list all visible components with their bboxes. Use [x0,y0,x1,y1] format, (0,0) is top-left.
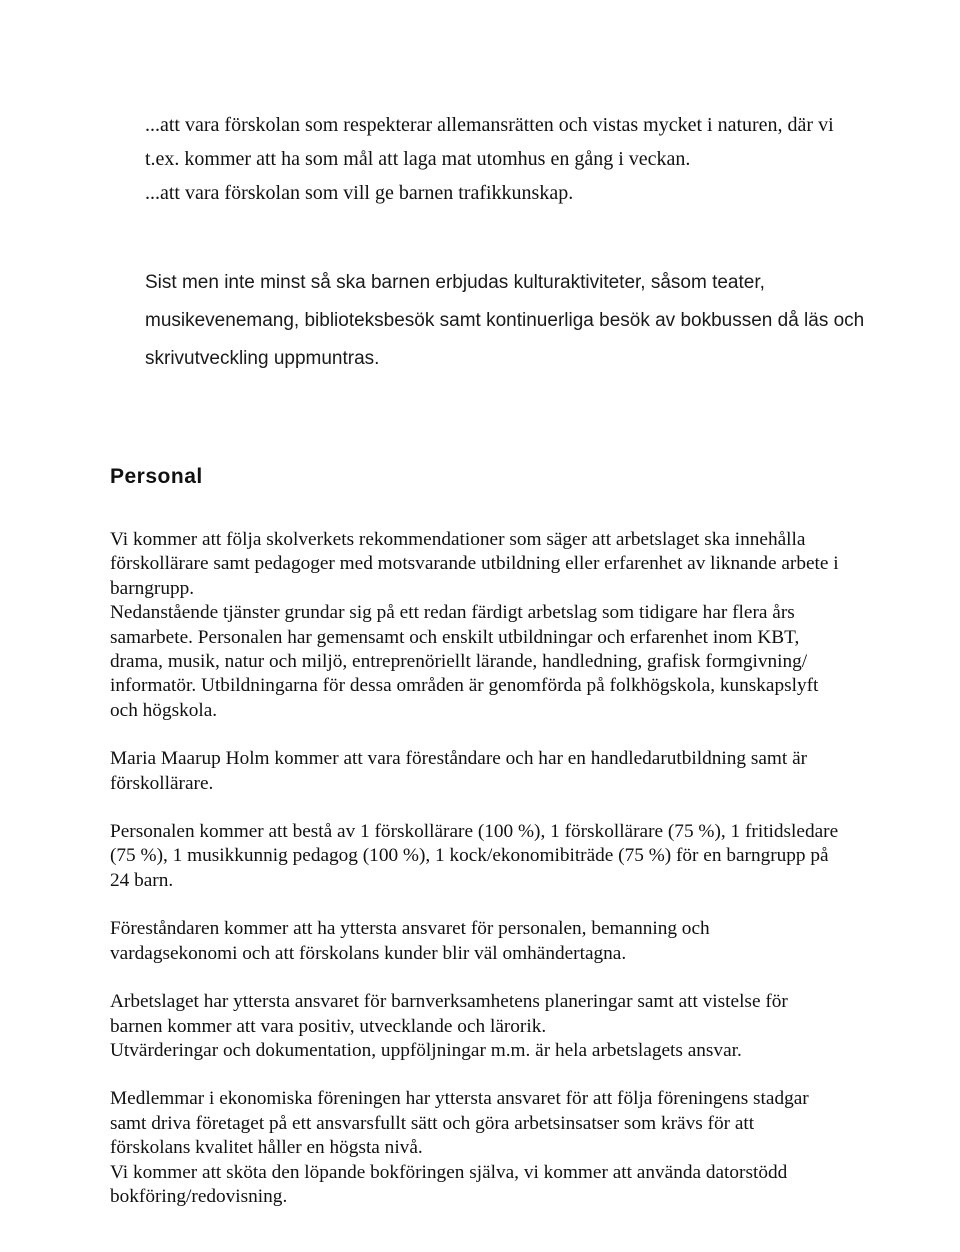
paragraph-staffing-recommendations: Vi kommer att följa skolverkets rekommendationer som säger att arbetslaget ska innehålla förskollärare samt pedagoger med motsvarande utbildning eller erfarenhet av liknande arbete i barngrupp. Nedanstående tjänster grundar sig på ett redan färdigt arbetslag som tidigare har flera års samarbete. Personalen har gemensamt och enskilt utbildningar och erfarenhet inom KBT, drama, musik, natur och miljö, entreprenöriellt lärande, handledning, grafisk formgivning/ informatör. Utbildningarna för dessa områden är genomförda på folkhögskola, kunskapslyft och högskola. [110,529,839,721]
intro-item-traffic: ...att vara förskolan som vill ge barnen trafikkunskap. [145,182,574,204]
paragraph-manager: Maria Maarup Holm kommer att vara föreståndare och har en handledarutbildning samt är förskollärare. [110,748,808,794]
intro-culture-paragraph: Sist men inte minst så ska barnen erbjudas kulturaktiviteter, såsom teater, musikevenemang, biblioteksbesök samt kontinuerliga besök av bokbussen då läs och skrivutveckling uppmuntras. [145,272,865,369]
section-heading: Personal [110,465,203,488]
section-body [110,528,956,1209]
paragraph-manager-responsibility: Föreståndaren kommer att ha yttersta ansvaret för personalen, bemanning och vardagsekonomi och att förskolans kunder blir väl omhändertagna. [110,918,710,964]
paragraph-staff-composition: Personalen kommer att bestå av 1 förskollärare (100 %), 1 förskollärare (75 %), 1 fritidsledare (75 %), 1 musikkunnig pedagog (100 %), 1 kock/ekonomibiträde (75 %) för en barngrupp på 24 barn. [110,821,839,891]
paragraph-members-responsibility: Medlemmar i ekonomiska föreningen har yttersta ansvaret för att följa föreningens stadgar samt driva företaget på ett ansvarsfullt sätt och göra arbetsinsatser som krävs för att förskolans kvalitet håller en högsta nivå. Vi kommer att sköta den löpande bokföringen själva, vi kommer att använda datorstödd bokföring/redovisning. [110,1088,809,1207]
intro-item-nature: ...att vara förskolan som respekterar allemansrätten och vistas mycket i naturen, där vi t.ex. kommer att ha som mål att laga mat utomhus en gång i veckan. [145,114,834,170]
paragraph-team-responsibility: Arbetslaget har yttersta ansvaret för barnverksamhetens planeringar samt att vistelse för barnen kommer att vara positiv, utvecklande och lärorik. Utvärderingar och dokumentation, uppföljningar m.m. är hela arbetslagets ansvar. [110,991,788,1061]
intro-list [145,108,945,210]
